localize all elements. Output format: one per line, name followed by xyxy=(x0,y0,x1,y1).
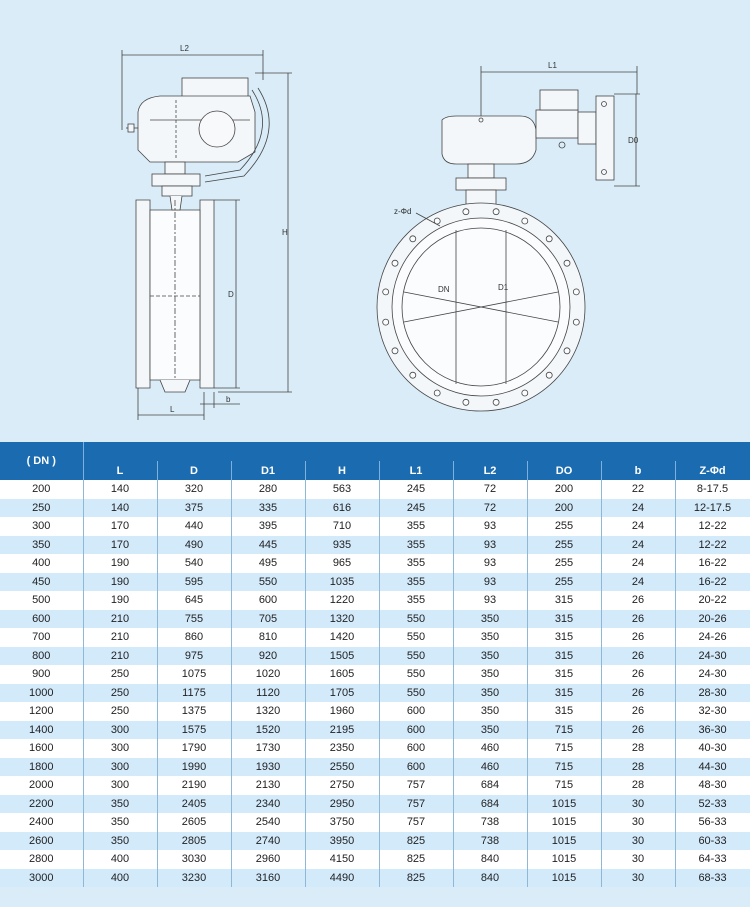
table-cell: 300 xyxy=(83,758,157,777)
table-cell: 1015 xyxy=(527,832,601,851)
table-cell: 2960 xyxy=(231,850,305,869)
table-cell: 684 xyxy=(453,776,527,795)
table-cell: 250 xyxy=(83,665,157,684)
table-cell: 350 xyxy=(453,610,527,629)
table-cell: 1220 xyxy=(305,591,379,610)
column-header: L1 xyxy=(379,461,453,480)
table-cell: 616 xyxy=(305,499,379,518)
label-l: L xyxy=(170,405,175,414)
column-header: DO xyxy=(527,461,601,480)
table-cell: 26 xyxy=(601,591,675,610)
table-cell: 280 xyxy=(231,480,305,499)
bolt-hole xyxy=(564,348,570,354)
table-cell: 2405 xyxy=(157,795,231,814)
table-cell: 170 xyxy=(83,536,157,555)
bolt-hole xyxy=(573,289,579,295)
dn-cell: 350 xyxy=(0,536,83,555)
table-cell: 1015 xyxy=(527,795,601,814)
table-row xyxy=(0,480,750,499)
table-cell: 1320 xyxy=(305,610,379,629)
table-cell: 755 xyxy=(157,610,231,629)
table-cell: 315 xyxy=(527,684,601,703)
table-cell: 26 xyxy=(601,647,675,666)
column-header: D1 xyxy=(231,461,305,480)
dn-cell: 2800 xyxy=(0,850,83,869)
dn-cell: 500 xyxy=(0,591,83,610)
label-dn: DN xyxy=(438,285,450,294)
table-cell: 810 xyxy=(231,628,305,647)
table-cell: 20-26 xyxy=(675,610,750,629)
table-cell: 3160 xyxy=(231,869,305,888)
table-cell: 20-22 xyxy=(675,591,750,610)
table-cell: 350 xyxy=(83,832,157,851)
table-cell: 645 xyxy=(157,591,231,610)
bolt-hole xyxy=(392,260,398,266)
table-cell: 2750 xyxy=(305,776,379,795)
table-cell: 24 xyxy=(601,517,675,536)
table-cell: 600 xyxy=(379,702,453,721)
header-band xyxy=(83,442,750,461)
table-cell: 1930 xyxy=(231,758,305,777)
table-cell: 26 xyxy=(601,684,675,703)
table-cell: 190 xyxy=(83,573,157,592)
label-l1: L1 xyxy=(548,61,557,70)
table-cell: 445 xyxy=(231,536,305,555)
table-cell: 3750 xyxy=(305,813,379,832)
dn-cell: 250 xyxy=(0,499,83,518)
table-cell: 93 xyxy=(453,573,527,592)
table-cell: 495 xyxy=(231,554,305,573)
table-cell: 140 xyxy=(83,480,157,499)
bolt-hole xyxy=(546,372,552,378)
table-cell: 255 xyxy=(527,573,601,592)
table-cell: 24 xyxy=(601,536,675,555)
table-cell: 210 xyxy=(83,610,157,629)
table-cell: 255 xyxy=(527,554,601,573)
table-row xyxy=(0,795,750,814)
table-cell: 705 xyxy=(231,610,305,629)
table-cell: 550 xyxy=(379,665,453,684)
table-cell: 840 xyxy=(453,850,527,869)
dn-cell: 2000 xyxy=(0,776,83,795)
table-cell: 1120 xyxy=(231,684,305,703)
table-cell: 170 xyxy=(83,517,157,536)
table-cell: 355 xyxy=(379,591,453,610)
table-cell: 4490 xyxy=(305,869,379,888)
dn-cell: 2200 xyxy=(0,795,83,814)
table-cell: 355 xyxy=(379,554,453,573)
table-cell: 550 xyxy=(231,573,305,592)
table-cell: 825 xyxy=(379,869,453,888)
spec-table xyxy=(0,442,750,887)
table-cell: 460 xyxy=(453,739,527,758)
label-l2: L2 xyxy=(180,44,189,53)
column-header: L xyxy=(83,461,157,480)
bolt-hole xyxy=(546,236,552,242)
table-cell: 16-22 xyxy=(675,554,750,573)
table-cell: 28 xyxy=(601,739,675,758)
table-cell: 375 xyxy=(157,499,231,518)
table-cell: 48-30 xyxy=(675,776,750,795)
bolt-hole xyxy=(493,399,499,405)
table-cell: 60-33 xyxy=(675,832,750,851)
table-cell: 350 xyxy=(83,795,157,814)
table-row xyxy=(0,702,750,721)
table-cell: 320 xyxy=(157,480,231,499)
table-cell: 3950 xyxy=(305,832,379,851)
table-cell: 563 xyxy=(305,480,379,499)
table-cell: 24-30 xyxy=(675,665,750,684)
table-cell: 64-33 xyxy=(675,850,750,869)
table-cell: 715 xyxy=(527,721,601,740)
bolt-hole xyxy=(434,390,440,396)
table-cell: 315 xyxy=(527,665,601,684)
table-cell: 1790 xyxy=(157,739,231,758)
table-row xyxy=(0,573,750,592)
table-cell: 190 xyxy=(83,554,157,573)
dn-cell: 600 xyxy=(0,610,83,629)
dn-cell: 2400 xyxy=(0,813,83,832)
bolt-hole xyxy=(493,209,499,215)
table-cell: 350 xyxy=(453,665,527,684)
table-cell: 255 xyxy=(527,517,601,536)
table-cell: 250 xyxy=(83,684,157,703)
column-headers xyxy=(0,461,750,480)
bolt-hole xyxy=(392,348,398,354)
table-cell: 68-33 xyxy=(675,869,750,888)
front-view xyxy=(377,66,640,411)
table-body xyxy=(0,480,750,887)
table-cell: 738 xyxy=(453,813,527,832)
table-cell: 550 xyxy=(379,647,453,666)
table-cell: 30 xyxy=(601,795,675,814)
table-cell: 12-17.5 xyxy=(675,499,750,518)
table-cell: 2805 xyxy=(157,832,231,851)
table-cell: 24-26 xyxy=(675,628,750,647)
table-row xyxy=(0,758,750,777)
table-row xyxy=(0,517,750,536)
table-cell: 210 xyxy=(83,647,157,666)
table-cell: 738 xyxy=(453,832,527,851)
table-cell: 24 xyxy=(601,499,675,518)
table-cell: 440 xyxy=(157,517,231,536)
bolt-hole xyxy=(383,319,389,325)
table-cell: 140 xyxy=(83,499,157,518)
table-cell: 210 xyxy=(83,628,157,647)
table-cell: 56-33 xyxy=(675,813,750,832)
table-row xyxy=(0,850,750,869)
table-cell: 315 xyxy=(527,702,601,721)
table-cell: 72 xyxy=(453,480,527,499)
table-cell: 255 xyxy=(527,536,601,555)
bolt-hole xyxy=(522,218,528,224)
table-cell: 4150 xyxy=(305,850,379,869)
table-cell: 355 xyxy=(379,517,453,536)
table-cell: 200 xyxy=(527,480,601,499)
bolt-hole xyxy=(463,209,469,215)
table-cell: 350 xyxy=(453,684,527,703)
table-cell: 32-30 xyxy=(675,702,750,721)
column-header: D xyxy=(157,461,231,480)
table-cell: 315 xyxy=(527,647,601,666)
valve-drawing xyxy=(0,0,750,440)
side-view xyxy=(122,50,292,420)
table-row xyxy=(0,813,750,832)
table-cell: 1015 xyxy=(527,813,601,832)
bolt-hole xyxy=(410,372,416,378)
dn-cell: 400 xyxy=(0,554,83,573)
table-cell: 2950 xyxy=(305,795,379,814)
table-cell: 355 xyxy=(379,573,453,592)
table-cell: 72 xyxy=(453,499,527,518)
table-cell: 52-33 xyxy=(675,795,750,814)
table-row xyxy=(0,739,750,758)
table-cell: 30 xyxy=(601,850,675,869)
table-cell: 975 xyxy=(157,647,231,666)
table-cell: 315 xyxy=(527,610,601,629)
table-cell: 920 xyxy=(231,647,305,666)
label-d1: D1 xyxy=(498,283,509,292)
table-row xyxy=(0,554,750,573)
table-cell: 1175 xyxy=(157,684,231,703)
table-cell: 28 xyxy=(601,758,675,777)
table-cell: 1015 xyxy=(527,850,601,869)
table-cell: 400 xyxy=(83,850,157,869)
table-cell: 550 xyxy=(379,684,453,703)
label-h: H xyxy=(282,228,288,237)
table-cell: 26 xyxy=(601,702,675,721)
table-cell: 600 xyxy=(379,758,453,777)
table-cell: 12-22 xyxy=(675,536,750,555)
table-cell: 12-22 xyxy=(675,517,750,536)
table-cell: 2350 xyxy=(305,739,379,758)
table-cell: 8-17.5 xyxy=(675,480,750,499)
column-header: Z-Φd xyxy=(675,461,750,480)
table-cell: 595 xyxy=(157,573,231,592)
table-row xyxy=(0,721,750,740)
bolt-hole xyxy=(410,236,416,242)
table-cell: 350 xyxy=(83,813,157,832)
table-cell: 825 xyxy=(379,832,453,851)
column-header: H xyxy=(305,461,379,480)
table-cell: 315 xyxy=(527,591,601,610)
table-header-row xyxy=(0,442,750,461)
table-cell: 490 xyxy=(157,536,231,555)
bolt-hole xyxy=(564,260,570,266)
table-cell: 2190 xyxy=(157,776,231,795)
table-cell: 350 xyxy=(453,628,527,647)
bolt-hole xyxy=(522,390,528,396)
table-cell: 600 xyxy=(231,591,305,610)
table-cell: 395 xyxy=(231,517,305,536)
dn-cell: 1600 xyxy=(0,739,83,758)
table-cell: 550 xyxy=(379,610,453,629)
dn-cell: 1000 xyxy=(0,684,83,703)
table-cell: 190 xyxy=(83,591,157,610)
table-cell: 715 xyxy=(527,739,601,758)
dn-cell: 3000 xyxy=(0,869,83,888)
table-cell: 2540 xyxy=(231,813,305,832)
table-row xyxy=(0,499,750,518)
table-cell: 2605 xyxy=(157,813,231,832)
table-cell: 1705 xyxy=(305,684,379,703)
label-zphid: z-Φd xyxy=(394,207,412,216)
table-row xyxy=(0,832,750,851)
dn-cell: 900 xyxy=(0,665,83,684)
table-cell: 200 xyxy=(527,499,601,518)
table-cell: 460 xyxy=(453,758,527,777)
table-cell: 2195 xyxy=(305,721,379,740)
table-cell: 684 xyxy=(453,795,527,814)
table-cell: 965 xyxy=(305,554,379,573)
table-cell: 757 xyxy=(379,795,453,814)
table-cell: 36-30 xyxy=(675,721,750,740)
table-cell: 245 xyxy=(379,480,453,499)
table-row xyxy=(0,776,750,795)
table-cell: 715 xyxy=(527,776,601,795)
table-cell: 1505 xyxy=(305,647,379,666)
table-cell: 860 xyxy=(157,628,231,647)
dn-header: ( DN ) xyxy=(0,442,83,480)
table-row xyxy=(0,665,750,684)
bolt-hole xyxy=(434,218,440,224)
table-cell: 710 xyxy=(305,517,379,536)
table-cell: 540 xyxy=(157,554,231,573)
table-cell: 3230 xyxy=(157,869,231,888)
table-cell: 30 xyxy=(601,813,675,832)
table-cell: 935 xyxy=(305,536,379,555)
table-cell: 2130 xyxy=(231,776,305,795)
table-cell: 26 xyxy=(601,665,675,684)
dn-cell: 800 xyxy=(0,647,83,666)
column-header: b xyxy=(601,461,675,480)
table-cell: 315 xyxy=(527,628,601,647)
table-cell: 715 xyxy=(527,758,601,777)
table-cell: 93 xyxy=(453,536,527,555)
dn-cell: 2600 xyxy=(0,832,83,851)
table-cell: 2740 xyxy=(231,832,305,851)
table-row xyxy=(0,869,750,888)
bolt-hole xyxy=(383,289,389,295)
table-cell: 1605 xyxy=(305,665,379,684)
column-header: L2 xyxy=(453,461,527,480)
table-cell: 1015 xyxy=(527,869,601,888)
table-row xyxy=(0,610,750,629)
table-cell: 825 xyxy=(379,850,453,869)
label-d0: D0 xyxy=(628,136,639,145)
table-cell: 24 xyxy=(601,573,675,592)
table-cell: 1035 xyxy=(305,573,379,592)
table-row xyxy=(0,684,750,703)
table-cell: 2340 xyxy=(231,795,305,814)
table-cell: 1960 xyxy=(305,702,379,721)
label-d: D xyxy=(228,290,234,299)
table-cell: 30 xyxy=(601,869,675,888)
table-cell: 93 xyxy=(453,517,527,536)
table-cell: 26 xyxy=(601,628,675,647)
table-cell: 300 xyxy=(83,721,157,740)
table-cell: 93 xyxy=(453,591,527,610)
table-cell: 1375 xyxy=(157,702,231,721)
table-cell: 350 xyxy=(453,721,527,740)
table-cell: 30 xyxy=(601,832,675,851)
dn-cell: 1800 xyxy=(0,758,83,777)
dn-cell: 450 xyxy=(0,573,83,592)
table-cell: 250 xyxy=(83,702,157,721)
dn-cell: 200 xyxy=(0,480,83,499)
table-cell: 600 xyxy=(379,721,453,740)
dn-cell: 700 xyxy=(0,628,83,647)
table-cell: 757 xyxy=(379,813,453,832)
table-cell: 26 xyxy=(601,610,675,629)
table-cell: 840 xyxy=(453,869,527,888)
table-cell: 1520 xyxy=(231,721,305,740)
table-cell: 16-22 xyxy=(675,573,750,592)
table-cell: 44-30 xyxy=(675,758,750,777)
table-cell: 1575 xyxy=(157,721,231,740)
table-cell: 40-30 xyxy=(675,739,750,758)
label-b: b xyxy=(226,395,231,404)
table-cell: 24-30 xyxy=(675,647,750,666)
table-cell: 28-30 xyxy=(675,684,750,703)
bolt-hole xyxy=(463,399,469,405)
table-cell: 350 xyxy=(453,702,527,721)
dn-cell: 1200 xyxy=(0,702,83,721)
table-cell: 335 xyxy=(231,499,305,518)
table-row xyxy=(0,591,750,610)
table-cell: 355 xyxy=(379,536,453,555)
table-cell: 245 xyxy=(379,499,453,518)
table-cell: 28 xyxy=(601,776,675,795)
table-row xyxy=(0,628,750,647)
table-row xyxy=(0,647,750,666)
dn-cell: 1400 xyxy=(0,721,83,740)
table-cell: 600 xyxy=(379,739,453,758)
table-cell: 300 xyxy=(83,739,157,758)
table-cell: 1020 xyxy=(231,665,305,684)
table-row xyxy=(0,536,750,555)
table-cell: 550 xyxy=(379,628,453,647)
table-cell: 400 xyxy=(83,869,157,888)
table-cell: 3030 xyxy=(157,850,231,869)
bolt-hole xyxy=(573,319,579,325)
table-cell: 2550 xyxy=(305,758,379,777)
table-cell: 22 xyxy=(601,480,675,499)
table-cell: 1730 xyxy=(231,739,305,758)
table-cell: 93 xyxy=(453,554,527,573)
table-cell: 26 xyxy=(601,721,675,740)
table-cell: 300 xyxy=(83,776,157,795)
table-cell: 1990 xyxy=(157,758,231,777)
table-cell: 757 xyxy=(379,776,453,795)
dn-cell: 300 xyxy=(0,517,83,536)
table-cell: 1320 xyxy=(231,702,305,721)
table-cell: 24 xyxy=(601,554,675,573)
table-cell: 1075 xyxy=(157,665,231,684)
table-cell: 1420 xyxy=(305,628,379,647)
table-cell: 350 xyxy=(453,647,527,666)
